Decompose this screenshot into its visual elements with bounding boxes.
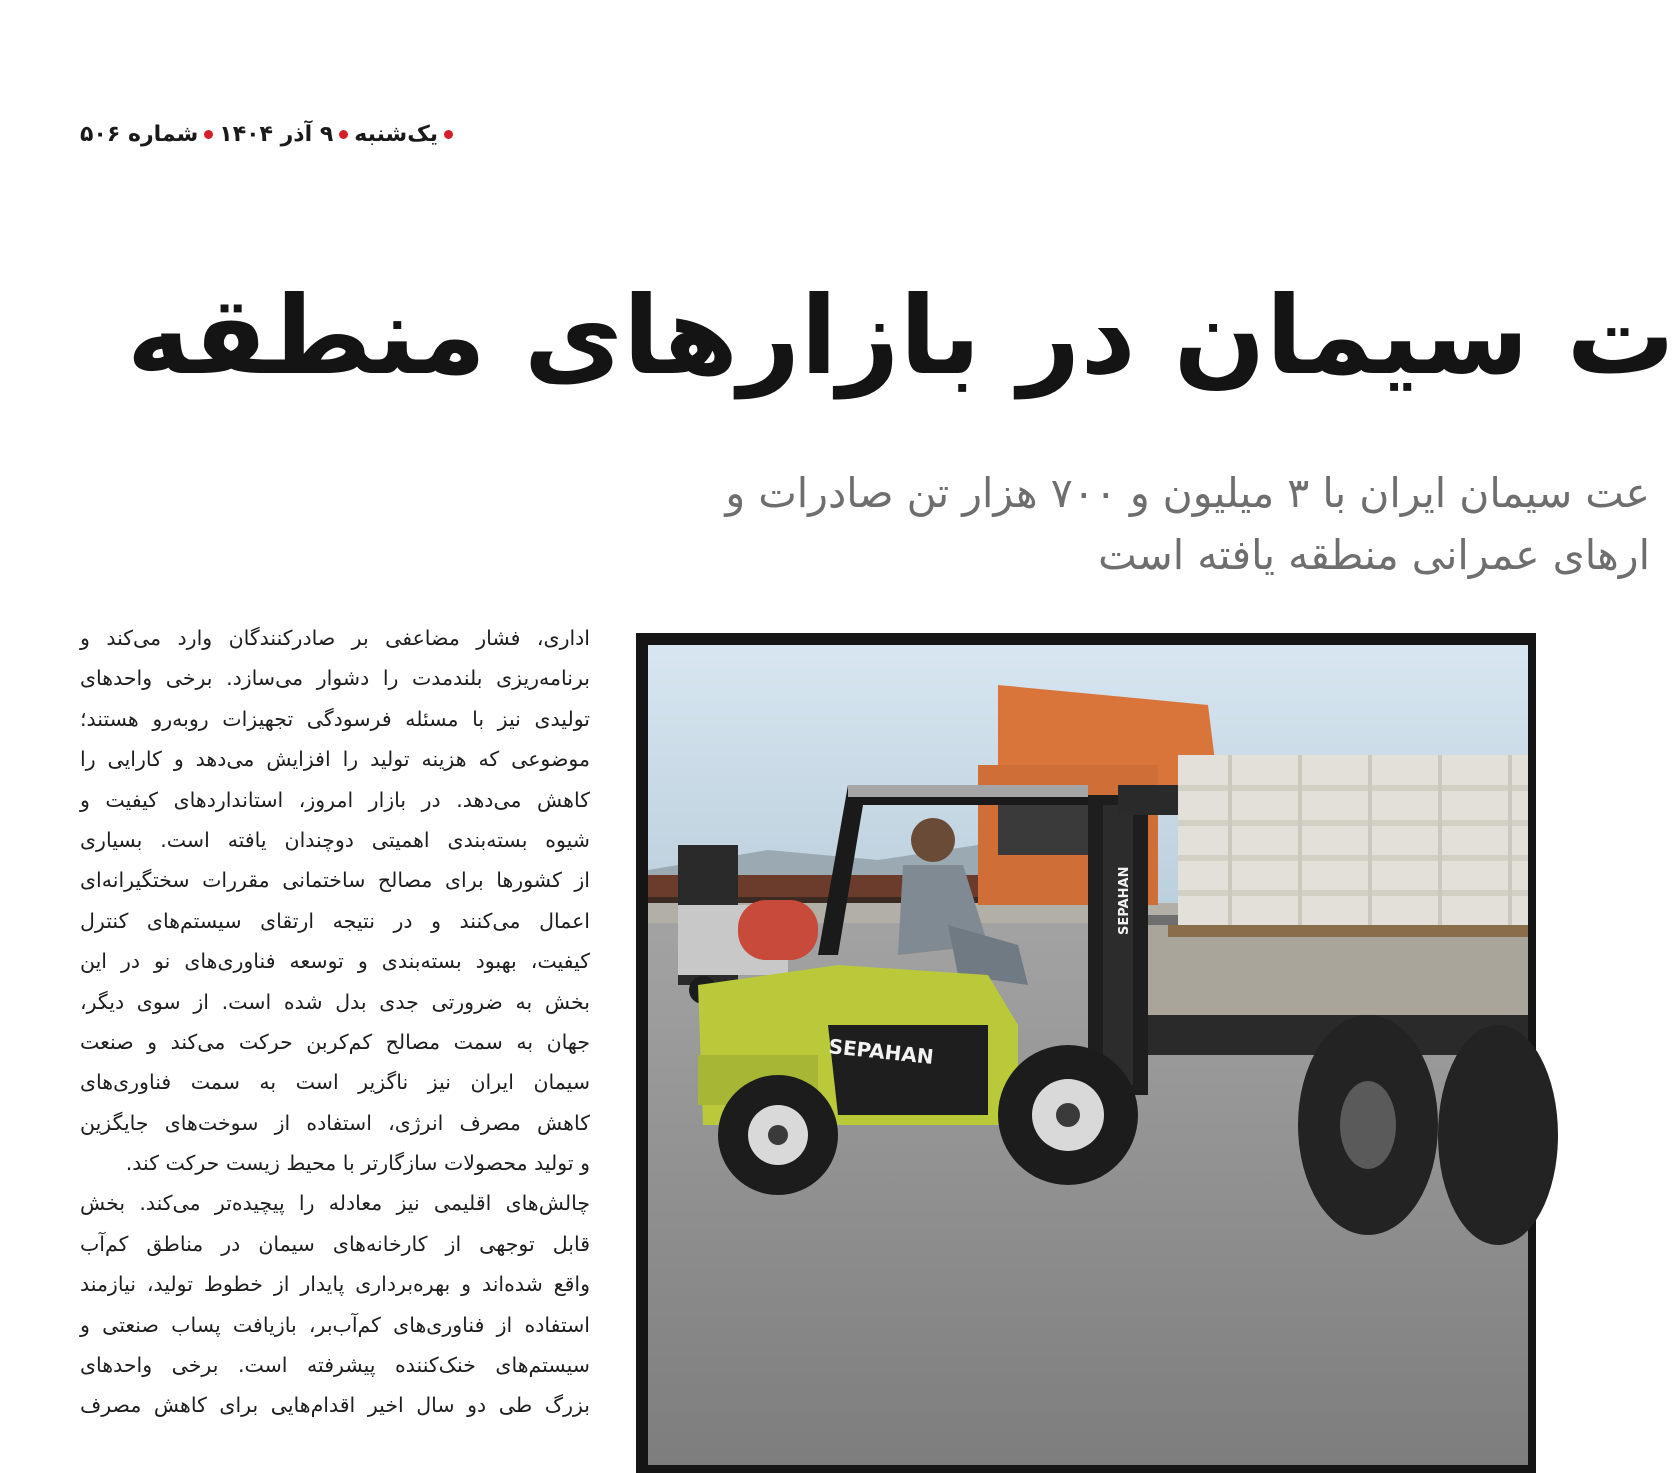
body-line: سیستم‌های خنک‌کننده پیشرفته است. برخی واحدهای (80, 1353, 590, 1378)
article-title: ت سیمان در بازارهای منطقه (126, 274, 1675, 399)
lead-line: ارهای عمرانی منطقه یافته است (1098, 531, 1650, 579)
issue-meta (80, 122, 453, 147)
body-line: کیفیت، بهبود بسته‌بندی و توسعه فناوری‌های نو در این (80, 949, 590, 974)
article-lead (725, 462, 1650, 586)
body-line: برنامه‌ریزی بلندمدت را دشوار می‌سازد. برخی واحدهای (80, 666, 590, 691)
body-line: و تولید محصولات سازگارتر با محیط زیست حرکت کند. (125, 1151, 590, 1176)
body-line: استفاده از فناوری‌های کم‌آب‌بر، بازیافت پساب صنعتی و (80, 1312, 590, 1337)
body-line: شیوه بسته‌بندی اهمیتی دوچندان یافته است. بسیاری (80, 827, 590, 852)
body-line: کاهش مصرف انرژی، استفاده از سوخت‌های جایگزین (80, 1110, 590, 1135)
bullet-dot-icon (204, 130, 213, 139)
body-line: قابل توجهی از کارخانه‌های سیمان در مناطق کم‌آب (80, 1231, 590, 1256)
forklift-brand-label: SEPAHAN (827, 1034, 935, 1069)
body-line: از کشورها برای مصالح ساختمانی مقررات سختگیرانه‌ای (80, 868, 590, 893)
body-line: بخش به ضرورتی جدی بدل شده است. از سوی دیگر، (80, 989, 590, 1014)
article-photo (648, 645, 1528, 1465)
issue-number: شماره ۵۰۶ (80, 122, 199, 147)
body-line: موضوعی که هزینه تولید را افزایش می‌دهد و کارایی را (80, 747, 590, 772)
body-line: سیمان ایران نیز ناگزیر است به سمت فناوری‌های (80, 1070, 590, 1095)
article-body (80, 618, 590, 1431)
mast-brand-label: SEPAHAN (1117, 866, 1132, 935)
body-line: اعمال می‌کنند و در نتیجه ارتقای سیستم‌های کنترل (80, 908, 590, 933)
issue-date: ۹ آذر ۱۴۰۴ (219, 122, 334, 147)
body-line: واقع شده‌اند و بهره‌برداری پایدار از خطوط تولید، نیازمند (80, 1272, 590, 1297)
lead-line: عت سیمان ایران با ۳ میلیون و ۷۰۰ هزار تن صادرات و (725, 469, 1650, 517)
body-line: بزرگ طی دو سال اخیر اقدام‌هایی برای کاهش مصرف (80, 1393, 590, 1418)
issue-day: یک‌شنبه (354, 122, 438, 147)
forklift-photo-illustration (648, 645, 1528, 1465)
gas-cylinder (738, 900, 818, 960)
body-line: تولیدی نیز با مسئله فرسودگی تجهیزات روبه‌رو هستند؛ (80, 706, 590, 731)
bullet-dot-icon (339, 130, 348, 139)
bullet-dot-icon (444, 130, 453, 139)
body-line: کاهش می‌دهد. در بازار امروز، استانداردهای کیفیت و (80, 787, 590, 812)
body-line: اداری، فشار مضاعفی بر صادرکنندگان وارد می‌کند و (80, 626, 590, 650)
body-line: جهان به سمت مصالح کم‌کربن حرکت می‌کند و صنعت (80, 1029, 590, 1054)
pallet (1168, 925, 1528, 937)
body-line: چالش‌های اقلیمی نیز معادله را پیچیده‌تر می‌کند. بخش (80, 1191, 590, 1216)
cement-bags (1168, 755, 1528, 937)
photo-frame (636, 633, 1536, 1473)
